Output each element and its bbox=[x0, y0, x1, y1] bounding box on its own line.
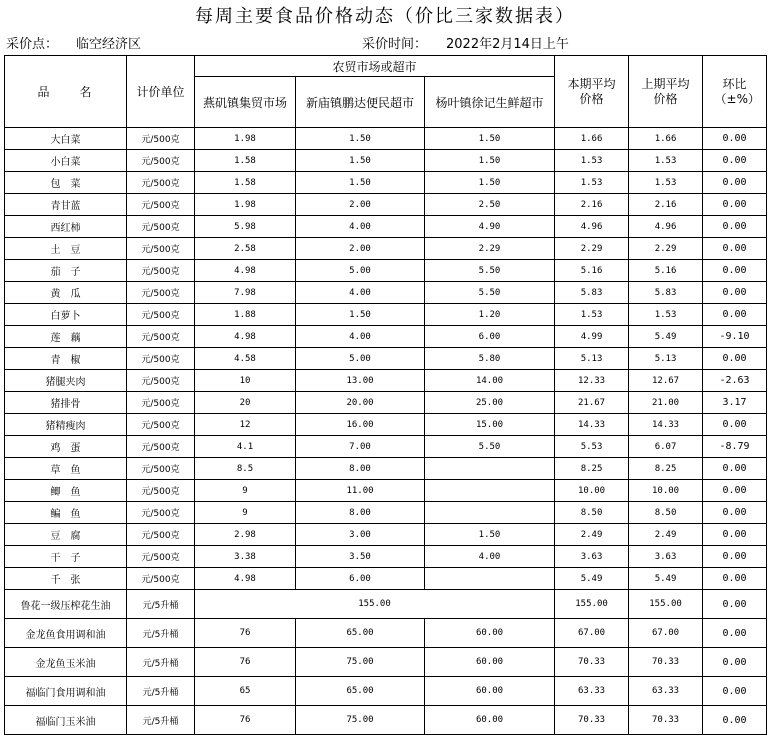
avg-current-cell[interactable]: 155.00 bbox=[555, 590, 629, 619]
table-row bbox=[5, 546, 767, 568]
table-row bbox=[5, 524, 767, 546]
item-name-cell[interactable]: 青 椒 bbox=[5, 348, 127, 370]
item-name-cell[interactable]: 鳊 鱼 bbox=[5, 502, 127, 524]
table-row bbox=[5, 150, 767, 172]
avg-current-cell[interactable]: 2.29 bbox=[555, 238, 629, 260]
market3-price-cell[interactable]: 1.50 bbox=[425, 524, 555, 546]
change-cell[interactable]: 0.00 bbox=[703, 677, 767, 706]
market3-price-cell[interactable]: 1.20 bbox=[425, 304, 555, 326]
market2-price-cell[interactable]: 65.00 bbox=[296, 677, 425, 706]
change-cell[interactable]: 0.00 bbox=[703, 524, 767, 546]
header-avg-current[interactable] bbox=[555, 56, 629, 128]
avg-previous-cell[interactable]: 2.49 bbox=[629, 524, 703, 546]
avg-previous-cell[interactable]: 3.63 bbox=[629, 546, 703, 568]
time-value: 2022年2月14日上午 bbox=[446, 37, 569, 52]
market1-price-cell[interactable]: 65 bbox=[195, 677, 296, 706]
change-cell[interactable]: 0.00 bbox=[703, 128, 767, 150]
market2-price-cell[interactable]: 1.50 bbox=[296, 304, 425, 326]
market1-price-cell[interactable]: 76 bbox=[195, 706, 296, 735]
table-row bbox=[5, 260, 767, 282]
avg-current-cell[interactable]: 5.16 bbox=[555, 260, 629, 282]
market3-price-cell[interactable]: 5.50 bbox=[425, 436, 555, 458]
change-cell[interactable]: 0.00 bbox=[703, 546, 767, 568]
item-name-cell[interactable]: 鲁花一级压榨花生油 bbox=[5, 590, 127, 619]
market3-price-cell[interactable]: 2.29 bbox=[425, 238, 555, 260]
market3-price-cell[interactable]: 5.80 bbox=[425, 348, 555, 370]
change-cell[interactable]: 0.00 bbox=[703, 282, 767, 304]
market3-price-cell[interactable]: 5.50 bbox=[425, 260, 555, 282]
market1-price-cell[interactable]: 3.38 bbox=[195, 546, 296, 568]
market1-price-cell[interactable]: 2.58 bbox=[195, 238, 296, 260]
unit-cell[interactable]: 元/500克 bbox=[127, 436, 195, 458]
market2-price-cell[interactable]: 2.00 bbox=[296, 194, 425, 216]
avg-current-cell[interactable]: 5.13 bbox=[555, 348, 629, 370]
item-name-cell[interactable]: 福临门食用调和油 bbox=[5, 677, 127, 706]
change-cell[interactable]: 0.00 bbox=[703, 216, 767, 238]
avg-current-cell[interactable]: 14.33 bbox=[555, 414, 629, 436]
sheet-title: 每周主要食品价格动态（价比三家数据表） bbox=[195, 6, 575, 27]
market3-price-cell[interactable]: 60.00 bbox=[425, 619, 555, 648]
market1-price-cell[interactable]: 1.98 bbox=[195, 194, 296, 216]
table-row bbox=[5, 370, 767, 392]
change-cell[interactable]: 0.00 bbox=[703, 648, 767, 677]
avg-previous-cell[interactable]: 1.53 bbox=[629, 150, 703, 172]
market2-price-cell[interactable]: 4.00 bbox=[296, 216, 425, 238]
market1-price-cell[interactable]: 2.98 bbox=[195, 524, 296, 546]
market3-price-cell[interactable]: 1.50 bbox=[425, 172, 555, 194]
change-cell[interactable]: 0.00 bbox=[703, 260, 767, 282]
unit-cell[interactable]: 元/500克 bbox=[127, 458, 195, 480]
unit-cell[interactable]: 元/5升桶 bbox=[127, 706, 195, 735]
market2-price-cell[interactable]: 2.00 bbox=[296, 238, 425, 260]
market2-price-cell[interactable]: 75.00 bbox=[296, 706, 425, 735]
market3-price-cell[interactable]: 6.00 bbox=[425, 326, 555, 348]
table-row bbox=[5, 304, 767, 326]
avg-previous-cell[interactable]: 1.53 bbox=[629, 304, 703, 326]
unit-cell[interactable]: 元/500克 bbox=[127, 304, 195, 326]
market3-price-cell[interactable]: 2.50 bbox=[425, 194, 555, 216]
table-row bbox=[5, 326, 767, 348]
market3-price-cell[interactable] bbox=[425, 458, 555, 480]
table-row bbox=[5, 194, 767, 216]
merged-price-cell[interactable]: 155.00 bbox=[195, 590, 555, 619]
change-cell[interactable]: 0.00 bbox=[703, 238, 767, 260]
unit-cell[interactable]: 元/500克 bbox=[127, 326, 195, 348]
market2-price-cell[interactable]: 3.50 bbox=[296, 546, 425, 568]
change-cell[interactable]: 0.00 bbox=[703, 568, 767, 590]
unit-cell[interactable]: 元/500克 bbox=[127, 282, 195, 304]
item-name-cell[interactable]: 大白菜 bbox=[5, 128, 127, 150]
change-cell[interactable]: 0.00 bbox=[703, 480, 767, 502]
item-name-cell[interactable]: 青甘蓝 bbox=[5, 194, 127, 216]
item-name-cell[interactable]: 草 鱼 bbox=[5, 458, 127, 480]
change-cell[interactable]: 0.00 bbox=[703, 502, 767, 524]
avg-previous-cell[interactable]: 70.33 bbox=[629, 648, 703, 677]
market2-price-cell[interactable]: 4.00 bbox=[296, 326, 425, 348]
market2-price-cell[interactable]: 6.00 bbox=[296, 568, 425, 590]
location-value: 临空经济区 bbox=[76, 37, 142, 52]
market2-price-cell[interactable]: 75.00 bbox=[296, 648, 425, 677]
item-name-cell[interactable]: 茄 子 bbox=[5, 260, 127, 282]
market1-price-cell[interactable]: 8.5 bbox=[195, 458, 296, 480]
unit-cell[interactable]: 元/500克 bbox=[127, 524, 195, 546]
item-name-cell[interactable]: 鸡 蛋 bbox=[5, 436, 127, 458]
table-row bbox=[5, 677, 767, 706]
item-name-cell[interactable]: 西红柿 bbox=[5, 216, 127, 238]
market3-price-cell[interactable] bbox=[425, 568, 555, 590]
market2-price-cell[interactable]: 4.00 bbox=[296, 282, 425, 304]
market3-price-cell[interactable]: 5.50 bbox=[425, 282, 555, 304]
header-market-group[interactable]: 农贸市场或超市 bbox=[195, 56, 555, 77]
item-name-cell[interactable]: 鲫 鱼 bbox=[5, 480, 127, 502]
market3-price-cell[interactable]: 1.50 bbox=[425, 128, 555, 150]
header-avg-current-text: 本期平均价格 bbox=[567, 76, 616, 106]
market3-price-cell[interactable]: 60.00 bbox=[425, 706, 555, 735]
table-row bbox=[5, 392, 767, 414]
market1-price-cell[interactable]: 4.1 bbox=[195, 436, 296, 458]
unit-cell[interactable]: 元/500克 bbox=[127, 392, 195, 414]
market1-price-cell[interactable]: 1.98 bbox=[195, 128, 296, 150]
market1-price-cell[interactable]: 10 bbox=[195, 370, 296, 392]
table-row bbox=[5, 458, 767, 480]
avg-current-cell[interactable]: 63.33 bbox=[555, 677, 629, 706]
change-cell[interactable]: 0.00 bbox=[703, 619, 767, 648]
market2-price-cell[interactable]: 8.00 bbox=[296, 458, 425, 480]
header-market3[interactable]: 杨叶镇徐记生鲜超市 bbox=[425, 77, 555, 128]
market1-price-cell[interactable]: 9 bbox=[195, 480, 296, 502]
table-row bbox=[5, 128, 767, 150]
unit-cell[interactable]: 元/500克 bbox=[127, 128, 195, 150]
change-cell[interactable]: 0.00 bbox=[703, 414, 767, 436]
avg-previous-cell[interactable]: 155.00 bbox=[629, 590, 703, 619]
avg-previous-cell[interactable]: 1.53 bbox=[629, 172, 703, 194]
market1-price-cell[interactable]: 4.98 bbox=[195, 326, 296, 348]
market2-price-cell[interactable]: 1.50 bbox=[296, 150, 425, 172]
table-row bbox=[5, 619, 767, 648]
avg-current-cell[interactable]: 10.00 bbox=[555, 480, 629, 502]
item-name-cell[interactable]: 小白菜 bbox=[5, 150, 127, 172]
avg-current-cell[interactable]: 67.00 bbox=[555, 619, 629, 648]
change-cell[interactable]: 0.00 bbox=[703, 348, 767, 370]
table-row bbox=[5, 436, 767, 458]
avg-previous-cell[interactable]: 21.00 bbox=[629, 392, 703, 414]
unit-cell[interactable]: 元/5升桶 bbox=[127, 590, 195, 619]
item-name-cell[interactable]: 莲 藕 bbox=[5, 326, 127, 348]
market1-price-cell[interactable]: 20 bbox=[195, 392, 296, 414]
avg-previous-cell[interactable]: 5.13 bbox=[629, 348, 703, 370]
change-cell[interactable]: -8.79 bbox=[703, 436, 767, 458]
avg-current-cell[interactable]: 1.53 bbox=[555, 172, 629, 194]
table-row bbox=[5, 282, 767, 304]
avg-current-cell[interactable]: 3.63 bbox=[555, 546, 629, 568]
item-name-cell[interactable]: 金龙鱼玉米油 bbox=[5, 648, 127, 677]
table-row bbox=[5, 502, 767, 524]
market1-price-cell[interactable]: 1.58 bbox=[195, 150, 296, 172]
change-cell[interactable]: 0.00 bbox=[703, 194, 767, 216]
unit-cell[interactable]: 元/500克 bbox=[127, 546, 195, 568]
item-name-cell[interactable]: 豆 腐 bbox=[5, 524, 127, 546]
market3-price-cell[interactable] bbox=[425, 480, 555, 502]
avg-current-cell[interactable]: 1.66 bbox=[555, 128, 629, 150]
market2-price-cell[interactable]: 8.00 bbox=[296, 502, 425, 524]
unit-cell[interactable]: 元/5升桶 bbox=[127, 619, 195, 648]
table-row bbox=[5, 216, 767, 238]
avg-previous-cell[interactable]: 70.33 bbox=[629, 706, 703, 735]
item-name-cell[interactable]: 猪排骨 bbox=[5, 392, 127, 414]
avg-current-cell[interactable]: 2.49 bbox=[555, 524, 629, 546]
table-row bbox=[5, 568, 767, 590]
avg-current-cell[interactable]: 4.99 bbox=[555, 326, 629, 348]
market2-price-cell[interactable]: 16.00 bbox=[296, 414, 425, 436]
avg-previous-cell[interactable]: 8.50 bbox=[629, 502, 703, 524]
avg-current-cell[interactable]: 12.33 bbox=[555, 370, 629, 392]
avg-previous-cell[interactable]: 5.49 bbox=[629, 326, 703, 348]
market2-price-cell[interactable]: 13.00 bbox=[296, 370, 425, 392]
unit-cell[interactable]: 元/500克 bbox=[127, 216, 195, 238]
market1-price-cell[interactable]: 9 bbox=[195, 502, 296, 524]
item-name-cell[interactable]: 白萝卜 bbox=[5, 304, 127, 326]
market1-price-cell[interactable]: 4.58 bbox=[195, 348, 296, 370]
change-cell[interactable]: 0.00 bbox=[703, 172, 767, 194]
header-name[interactable]: 品 名 bbox=[5, 56, 127, 128]
avg-previous-cell[interactable]: 5.16 bbox=[629, 260, 703, 282]
avg-previous-cell[interactable]: 8.25 bbox=[629, 458, 703, 480]
avg-current-cell[interactable]: 21.67 bbox=[555, 392, 629, 414]
market1-price-cell[interactable]: 5.98 bbox=[195, 216, 296, 238]
market3-price-cell[interactable]: 1.50 bbox=[425, 150, 555, 172]
table-row bbox=[5, 414, 767, 436]
avg-previous-cell[interactable]: 6.07 bbox=[629, 436, 703, 458]
item-name-cell[interactable]: 干 子 bbox=[5, 546, 127, 568]
market1-price-cell[interactable]: 4.98 bbox=[195, 568, 296, 590]
market1-price-cell[interactable]: 76 bbox=[195, 619, 296, 648]
avg-current-cell[interactable]: 70.33 bbox=[555, 706, 629, 735]
unit-cell[interactable]: 元/500克 bbox=[127, 414, 195, 436]
unit-cell[interactable]: 元/5升桶 bbox=[127, 677, 195, 706]
unit-cell[interactable]: 元/500克 bbox=[127, 480, 195, 502]
item-name-cell[interactable]: 土 豆 bbox=[5, 238, 127, 260]
market2-price-cell[interactable]: 7.00 bbox=[296, 436, 425, 458]
market1-price-cell[interactable]: 7.98 bbox=[195, 282, 296, 304]
avg-previous-cell[interactable]: 10.00 bbox=[629, 480, 703, 502]
market1-price-cell[interactable]: 12 bbox=[195, 414, 296, 436]
item-name-cell[interactable]: 金龙鱼食用调和油 bbox=[5, 619, 127, 648]
change-cell[interactable]: 0.00 bbox=[703, 150, 767, 172]
unit-cell[interactable]: 元/500克 bbox=[127, 260, 195, 282]
market3-price-cell[interactable]: 4.00 bbox=[425, 546, 555, 568]
market3-price-cell[interactable] bbox=[425, 502, 555, 524]
avg-current-cell[interactable]: 1.53 bbox=[555, 150, 629, 172]
avg-current-cell[interactable]: 2.16 bbox=[555, 194, 629, 216]
avg-previous-cell[interactable]: 12.67 bbox=[629, 370, 703, 392]
item-name-cell[interactable]: 猪腿夹肉 bbox=[5, 370, 127, 392]
avg-current-cell[interactable]: 8.25 bbox=[555, 458, 629, 480]
change-cell[interactable]: 0.00 bbox=[703, 590, 767, 619]
table-row bbox=[5, 590, 767, 619]
market1-price-cell[interactable]: 4.98 bbox=[195, 260, 296, 282]
avg-previous-cell[interactable]: 4.96 bbox=[629, 216, 703, 238]
header-market2[interactable]: 新庙镇鹏达便民超市 bbox=[296, 77, 425, 128]
market1-price-cell[interactable]: 1.58 bbox=[195, 172, 296, 194]
change-cell[interactable]: 0.00 bbox=[703, 458, 767, 480]
item-name-cell[interactable]: 猪精瘦肉 bbox=[5, 414, 127, 436]
market2-price-cell[interactable]: 20.00 bbox=[296, 392, 425, 414]
market3-price-cell[interactable]: 4.90 bbox=[425, 216, 555, 238]
avg-current-cell[interactable]: 1.53 bbox=[555, 304, 629, 326]
change-cell[interactable]: 3.17 bbox=[703, 392, 767, 414]
header-avg-previous-text: 上期平均价格 bbox=[641, 76, 690, 106]
unit-cell[interactable]: 元/500克 bbox=[127, 150, 195, 172]
market2-price-cell[interactable]: 3.00 bbox=[296, 524, 425, 546]
avg-current-cell[interactable]: 5.49 bbox=[555, 568, 629, 590]
change-cell[interactable]: 0.00 bbox=[703, 706, 767, 735]
unit-cell[interactable]: 元/500克 bbox=[127, 370, 195, 392]
market1-price-cell[interactable]: 76 bbox=[195, 648, 296, 677]
table-row bbox=[5, 172, 767, 194]
table-row bbox=[5, 706, 767, 735]
market2-price-cell[interactable]: 5.00 bbox=[296, 348, 425, 370]
avg-previous-cell[interactable]: 2.16 bbox=[629, 194, 703, 216]
unit-cell[interactable]: 元/500克 bbox=[127, 172, 195, 194]
market3-price-cell[interactable]: 60.00 bbox=[425, 648, 555, 677]
market2-price-cell[interactable]: 65.00 bbox=[296, 619, 425, 648]
unit-cell[interactable]: 元/500克 bbox=[127, 348, 195, 370]
item-name-cell[interactable]: 黄 瓜 bbox=[5, 282, 127, 304]
header-change-text: 环比（±%） bbox=[714, 76, 760, 106]
item-name-cell[interactable]: 福临门玉米油 bbox=[5, 706, 127, 735]
avg-current-cell[interactable]: 70.33 bbox=[555, 648, 629, 677]
market2-price-cell[interactable]: 5.00 bbox=[296, 260, 425, 282]
unit-cell[interactable]: 元/500克 bbox=[127, 568, 195, 590]
header-market1[interactable]: 燕矶镇集贸市场 bbox=[195, 77, 296, 128]
change-cell[interactable]: -2.63 bbox=[703, 370, 767, 392]
market3-price-cell[interactable]: 25.00 bbox=[425, 392, 555, 414]
avg-previous-cell[interactable]: 5.83 bbox=[629, 282, 703, 304]
market3-price-cell[interactable]: 15.00 bbox=[425, 414, 555, 436]
avg-current-cell[interactable]: 5.83 bbox=[555, 282, 629, 304]
avg-current-cell[interactable]: 8.50 bbox=[555, 502, 629, 524]
table-row bbox=[5, 238, 767, 260]
location-label: 采价点： bbox=[6, 37, 59, 52]
table-row bbox=[5, 480, 767, 502]
avg-previous-cell[interactable]: 1.66 bbox=[629, 128, 703, 150]
unit-cell[interactable]: 元/5升桶 bbox=[127, 648, 195, 677]
market1-price-cell[interactable]: 1.88 bbox=[195, 304, 296, 326]
avg-current-cell[interactable]: 5.53 bbox=[555, 436, 629, 458]
change-cell[interactable]: -9.10 bbox=[703, 326, 767, 348]
unit-cell[interactable]: 元/500克 bbox=[127, 238, 195, 260]
market2-price-cell[interactable]: 1.50 bbox=[296, 172, 425, 194]
header-avg-previous[interactable] bbox=[629, 56, 703, 128]
avg-previous-cell[interactable]: 63.33 bbox=[629, 677, 703, 706]
unit-cell[interactable]: 元/500克 bbox=[127, 194, 195, 216]
time-label: 采价时间： bbox=[362, 37, 428, 52]
avg-previous-cell[interactable]: 2.29 bbox=[629, 238, 703, 260]
market2-price-cell[interactable]: 11.00 bbox=[296, 480, 425, 502]
change-cell[interactable]: 0.00 bbox=[703, 304, 767, 326]
unit-cell[interactable]: 元/500克 bbox=[127, 502, 195, 524]
table-row bbox=[5, 348, 767, 370]
market3-price-cell[interactable]: 60.00 bbox=[425, 677, 555, 706]
price-table bbox=[4, 55, 767, 735]
avg-previous-cell[interactable]: 67.00 bbox=[629, 619, 703, 648]
item-name-cell[interactable]: 包 菜 bbox=[5, 172, 127, 194]
avg-previous-cell[interactable]: 5.49 bbox=[629, 568, 703, 590]
market3-price-cell[interactable]: 14.00 bbox=[425, 370, 555, 392]
table-row bbox=[5, 648, 767, 677]
header-unit[interactable]: 计价单位 bbox=[127, 56, 195, 128]
header-change[interactable] bbox=[703, 56, 767, 128]
item-name-cell[interactable]: 千 张 bbox=[5, 568, 127, 590]
market2-price-cell[interactable]: 1.50 bbox=[296, 128, 425, 150]
avg-previous-cell[interactable]: 14.33 bbox=[629, 414, 703, 436]
avg-current-cell[interactable]: 4.96 bbox=[555, 216, 629, 238]
